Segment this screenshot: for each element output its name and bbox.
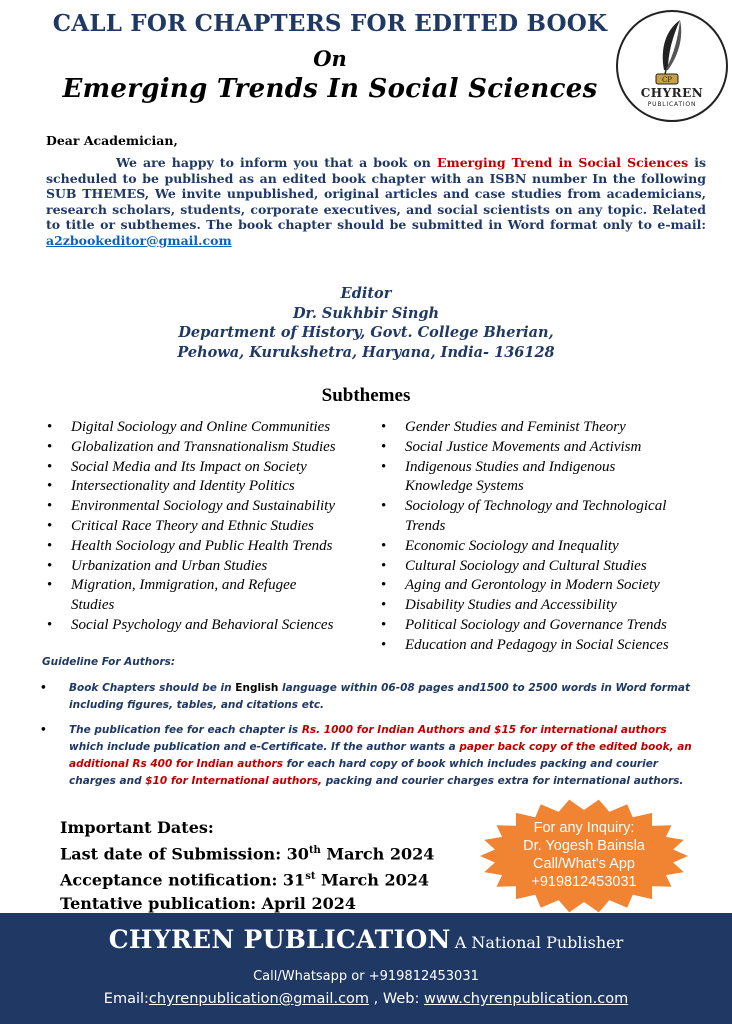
subtheme-item: • Cultural Sociology and Cultural Studies	[378, 557, 718, 577]
subthemes-left-column	[44, 418, 384, 636]
subtheme-item: • Environmental Sociology and Sustainability	[44, 497, 384, 517]
subthemes-right-column	[378, 418, 718, 656]
editor-address: Pehowa, Kurukshetra, Haryana, India- 136128	[177, 343, 555, 361]
inquiry-line-3: Call/What's App	[533, 856, 635, 872]
subtheme-item: • Education and Pedagogy in Social Sciences	[378, 636, 718, 656]
subtheme-item: • Economic Sociology and Inequality	[378, 537, 718, 557]
submission-email-link[interactable]: a2zbookeditor@gmail.com	[46, 232, 232, 248]
subtheme-item: • Intersectionality and Identity Politics	[44, 477, 384, 497]
footer	[0, 913, 732, 1024]
subtheme-item: • Aging and Gerontology in Modern Society	[378, 576, 718, 596]
footer-contact: Email:chyrenpublication@gmail.com , Web: www.chyrenpublication.com	[103, 991, 629, 1007]
footer-call: Call/Whatsapp or +919812453031	[253, 969, 479, 984]
inquiry-phone[interactable]: +919812453031	[531, 874, 637, 890]
intro-text-1: We are happy to inform you that a book on	[116, 155, 437, 170]
publication-date: Tentative publication: April 2024	[60, 893, 356, 913]
subthemes-heading: Subthemes	[321, 385, 411, 406]
acceptance-date: Acceptance notification: 31st March 2024	[60, 870, 429, 890]
guideline-heading: Guideline For Authors:	[42, 656, 176, 668]
inquiry-line-1: For any Inquiry:	[533, 820, 635, 836]
inquiry-contact-name: Dr. Yogesh Bainsla	[523, 838, 645, 854]
subtheme-item: • Indigenous Studies and Indigenous Knowledge Systems	[378, 458, 655, 498]
call-for-chapters-title: CALL FOR CHAPTERS FOR EDITED BOOK	[52, 10, 608, 37]
editor-name: Dr. Sukhbir Singh	[292, 304, 440, 322]
logo-name: CHYREN	[640, 86, 704, 100]
book-title: Emerging Trends In Social Sciences	[62, 74, 598, 104]
intro-text-2: is scheduled to be published as an edited book chapter with an ISBN number In the following SUB THEMES, We invite unpublished, original articles and case studies from academicians, research scholars, students, corporate executives, and social scientists on any topic. Related to title or subthemes. The book chapter should be submitted in Word format only to e-mail:	[46, 155, 707, 232]
subtheme-item: • Urbanization and Urban Studies	[44, 557, 384, 577]
subtheme-item: • Social Media and Its Impact on Society	[44, 458, 384, 478]
subtheme-item: • Gender Studies and Feminist Theory	[378, 418, 718, 438]
subtheme-item: • Social Psychology and Behavioral Sciences	[44, 616, 384, 636]
dates-heading: Important Dates:	[60, 818, 214, 837]
editor-department: Department of History, Govt. College Bherian,	[178, 324, 554, 341]
subtheme-item: • Disability Studies and Accessibility	[378, 596, 718, 616]
subtheme-item: • Health Sociology and Public Health Trends	[44, 537, 384, 557]
guideline-item-language: • Book Chapters should be in English language within 06-08 pages and1500 to 2500 words in Word format including figures, tables, and citations etc.	[40, 680, 700, 714]
title-on: On	[313, 46, 347, 71]
logo-sub: PUBLICATION	[647, 101, 697, 108]
inquiry-badge	[478, 797, 690, 915]
subtheme-item: • Critical Race Theory and Ethnic Studies	[44, 517, 384, 537]
intro-paragraph	[46, 155, 706, 248]
footer-web-link[interactable]: www.chyrenpublication.com	[423, 991, 629, 1007]
chyren-logo	[616, 10, 728, 122]
logo-initials: CP	[661, 76, 673, 84]
subtheme-item: • Political Sociology and Governance Trends	[378, 616, 718, 636]
footer-brand: CHYREN PUBLICATION	[108, 925, 451, 954]
subtheme-item: • Social Justice Movements and Activism	[378, 438, 718, 458]
guidelines-list	[40, 680, 700, 798]
guideline-item-fee: • The publication fee for each chapter is Rs. 1000 for Indian Authors and $15 for international authors which include publication and e-Certificate. If the author wants a paper back copy of the edited book, an additional Rs 400 for Indian authors for each hard copy of book which includes packing and courier charges and $10 for International authors, packing and courier charges extra for international authors.	[40, 722, 700, 790]
editor-block	[0, 284, 732, 362]
submission-date: Last date of Submission: 30th March 2024	[60, 844, 435, 864]
subtheme-item: • Sociology of Technology and Technological Trends	[378, 497, 705, 537]
footer-tagline: A National Publisher	[454, 933, 624, 952]
subtheme-item: • Migration, Immigration, and Refugee Studies	[44, 576, 321, 616]
subtheme-item: • Globalization and Transnationalism Studies	[44, 438, 384, 458]
footer-email-link[interactable]: chyrenpublication@gmail.com	[148, 991, 370, 1007]
intro-highlight: Emerging Trend in Social Sciences	[436, 155, 689, 170]
editor-label: Editor	[340, 285, 392, 302]
important-dates	[60, 816, 434, 915]
subtheme-item: • Digital Sociology and Online Communities	[44, 418, 384, 438]
greeting: Dear Academician,	[46, 133, 178, 148]
